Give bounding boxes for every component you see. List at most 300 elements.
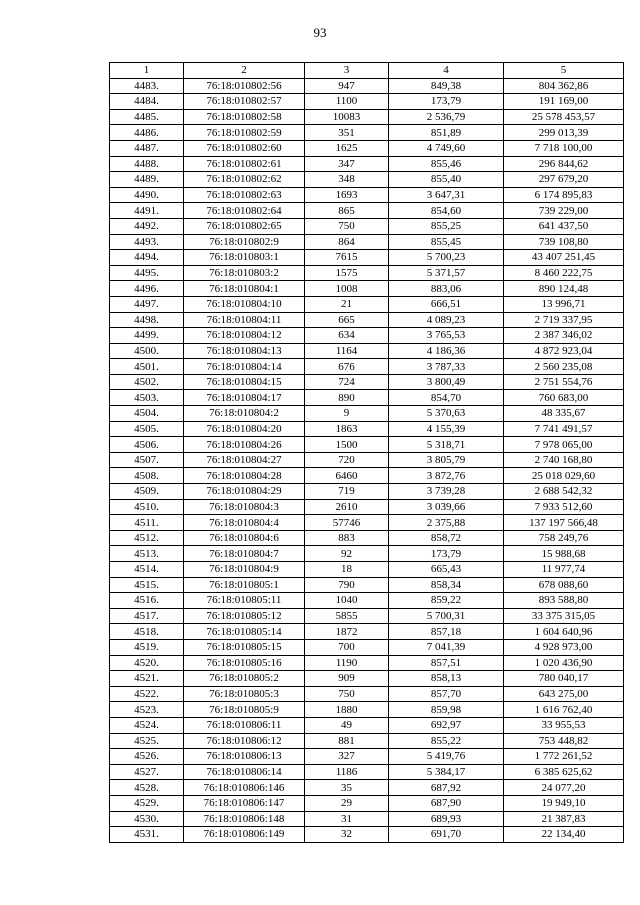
value-cell: 296 844,62 xyxy=(504,156,624,172)
value-cell: 804 362,86 xyxy=(504,78,624,94)
row-number-cell: 4506. xyxy=(110,437,184,453)
rate-cell: 849,38 xyxy=(389,78,504,94)
cadastral-number-cell: 76:18:010804:29 xyxy=(184,484,305,500)
table-row xyxy=(110,671,624,687)
table-row xyxy=(110,764,624,780)
area-cell: 1500 xyxy=(305,437,389,453)
value-cell: 24 077,20 xyxy=(504,780,624,796)
data-table xyxy=(109,62,624,843)
value-cell: 760 683,00 xyxy=(504,390,624,406)
rate-cell: 857,18 xyxy=(389,624,504,640)
area-cell: 10083 xyxy=(305,109,389,125)
rate-cell: 5 419,76 xyxy=(389,749,504,765)
value-cell: 4 928 973,00 xyxy=(504,639,624,655)
rate-cell: 3 765,53 xyxy=(389,328,504,344)
row-number-cell: 4504. xyxy=(110,406,184,422)
row-number-cell: 4529. xyxy=(110,795,184,811)
cadastral-number-cell: 76:18:010804:20 xyxy=(184,421,305,437)
row-number-cell: 4531. xyxy=(110,827,184,843)
rate-cell: 687,90 xyxy=(389,795,504,811)
table-row xyxy=(110,265,624,281)
area-cell: 750 xyxy=(305,686,389,702)
rate-cell: 854,70 xyxy=(389,390,504,406)
column-header-3: 3 xyxy=(305,63,389,79)
row-number-cell: 4526. xyxy=(110,749,184,765)
rate-cell: 858,34 xyxy=(389,577,504,593)
value-cell: 641 437,50 xyxy=(504,218,624,234)
area-cell: 1693 xyxy=(305,187,389,203)
row-number-cell: 4518. xyxy=(110,624,184,640)
table-row xyxy=(110,733,624,749)
value-cell: 1 616 762,40 xyxy=(504,702,624,718)
area-cell: 864 xyxy=(305,234,389,250)
cadastral-number-cell: 76:18:010802:65 xyxy=(184,218,305,234)
table-row xyxy=(110,546,624,562)
cadastral-number-cell: 76:18:010804:10 xyxy=(184,296,305,312)
row-number-cell: 4498. xyxy=(110,312,184,328)
value-cell: 297 679,20 xyxy=(504,172,624,188)
area-cell: 1186 xyxy=(305,764,389,780)
area-cell: 29 xyxy=(305,795,389,811)
row-number-cell: 4511. xyxy=(110,515,184,531)
value-cell: 1 604 640,96 xyxy=(504,624,624,640)
row-number-cell: 4485. xyxy=(110,109,184,125)
value-cell: 2 688 542,32 xyxy=(504,484,624,500)
rate-cell: 4 155,39 xyxy=(389,421,504,437)
table-row xyxy=(110,437,624,453)
value-cell: 780 040,17 xyxy=(504,671,624,687)
cadastral-number-cell: 76:18:010804:4 xyxy=(184,515,305,531)
value-cell: 2 740 168,80 xyxy=(504,452,624,468)
value-cell: 2 387 346,02 xyxy=(504,328,624,344)
row-number-cell: 4489. xyxy=(110,172,184,188)
table-row xyxy=(110,281,624,297)
value-cell: 33 375 315,05 xyxy=(504,608,624,624)
row-number-cell: 4524. xyxy=(110,717,184,733)
row-number-cell: 4515. xyxy=(110,577,184,593)
table-row xyxy=(110,156,624,172)
table-row xyxy=(110,608,624,624)
area-cell: 890 xyxy=(305,390,389,406)
row-number-cell: 4484. xyxy=(110,94,184,110)
cadastral-number-cell: 76:18:010806:146 xyxy=(184,780,305,796)
value-cell: 739 229,00 xyxy=(504,203,624,219)
row-number-cell: 4494. xyxy=(110,250,184,266)
area-cell: 1008 xyxy=(305,281,389,297)
value-cell: 7 718 100,00 xyxy=(504,140,624,156)
area-cell: 665 xyxy=(305,312,389,328)
cadastral-number-cell: 76:18:010802:60 xyxy=(184,140,305,156)
cadastral-number-cell: 76:18:010802:59 xyxy=(184,125,305,141)
table-row xyxy=(110,203,624,219)
area-cell: 57746 xyxy=(305,515,389,531)
cadastral-number-cell: 76:18:010805:1 xyxy=(184,577,305,593)
value-cell: 643 275,00 xyxy=(504,686,624,702)
rate-cell: 854,60 xyxy=(389,203,504,219)
area-cell: 1575 xyxy=(305,265,389,281)
table-body xyxy=(110,78,624,842)
rate-cell: 689,93 xyxy=(389,811,504,827)
rate-cell: 173,79 xyxy=(389,546,504,562)
value-cell: 893 588,80 xyxy=(504,593,624,609)
cadastral-number-cell: 76:18:010805:15 xyxy=(184,639,305,655)
value-cell: 43 407 251,45 xyxy=(504,250,624,266)
area-cell: 881 xyxy=(305,733,389,749)
table-row xyxy=(110,296,624,312)
row-number-cell: 4530. xyxy=(110,811,184,827)
cadastral-number-cell: 76:18:010802:62 xyxy=(184,172,305,188)
table-row xyxy=(110,343,624,359)
area-cell: 31 xyxy=(305,811,389,827)
row-number-cell: 4512. xyxy=(110,530,184,546)
row-number-cell: 4522. xyxy=(110,686,184,702)
rate-cell: 5 384,17 xyxy=(389,764,504,780)
row-number-cell: 4510. xyxy=(110,499,184,515)
rate-cell: 855,22 xyxy=(389,733,504,749)
cadastral-number-cell: 76:18:010803:2 xyxy=(184,265,305,281)
area-cell: 790 xyxy=(305,577,389,593)
row-number-cell: 4517. xyxy=(110,608,184,624)
row-number-cell: 4492. xyxy=(110,218,184,234)
cadastral-number-cell: 76:18:010805:16 xyxy=(184,655,305,671)
rate-cell: 687,92 xyxy=(389,780,504,796)
table-row xyxy=(110,702,624,718)
area-cell: 947 xyxy=(305,78,389,94)
table-row xyxy=(110,515,624,531)
value-cell: 22 134,40 xyxy=(504,827,624,843)
table-row xyxy=(110,140,624,156)
rate-cell: 173,79 xyxy=(389,94,504,110)
cadastral-number-cell: 76:18:010804:14 xyxy=(184,359,305,375)
area-cell: 1100 xyxy=(305,94,389,110)
rate-cell: 3 739,28 xyxy=(389,484,504,500)
value-cell: 19 949,10 xyxy=(504,795,624,811)
value-cell: 2 751 554,76 xyxy=(504,374,624,390)
table-row xyxy=(110,109,624,125)
rate-cell: 855,25 xyxy=(389,218,504,234)
rate-cell: 855,45 xyxy=(389,234,504,250)
table-row xyxy=(110,795,624,811)
area-cell: 348 xyxy=(305,172,389,188)
rate-cell: 4 089,23 xyxy=(389,312,504,328)
area-cell: 21 xyxy=(305,296,389,312)
column-header-1: 1 xyxy=(110,63,184,79)
area-cell: 1872 xyxy=(305,624,389,640)
value-cell: 739 108,80 xyxy=(504,234,624,250)
cadastral-number-cell: 76:18:010804:28 xyxy=(184,468,305,484)
cadastral-number-cell: 76:18:010802:63 xyxy=(184,187,305,203)
area-cell: 5855 xyxy=(305,608,389,624)
rate-cell: 5 370,63 xyxy=(389,406,504,422)
rate-cell: 883,06 xyxy=(389,281,504,297)
cadastral-number-cell: 76:18:010802:58 xyxy=(184,109,305,125)
table-row xyxy=(110,624,624,640)
cadastral-number-cell: 76:18:010804:1 xyxy=(184,281,305,297)
area-cell: 347 xyxy=(305,156,389,172)
value-cell: 25 018 029,60 xyxy=(504,468,624,484)
rate-cell: 855,46 xyxy=(389,156,504,172)
row-number-cell: 4486. xyxy=(110,125,184,141)
value-cell: 758 249,76 xyxy=(504,530,624,546)
cadastral-number-cell: 76:18:010804:11 xyxy=(184,312,305,328)
area-cell: 1164 xyxy=(305,343,389,359)
value-cell: 33 955,53 xyxy=(504,717,624,733)
area-cell: 719 xyxy=(305,484,389,500)
area-cell: 676 xyxy=(305,359,389,375)
value-cell: 15 988,68 xyxy=(504,546,624,562)
cadastral-number-cell: 76:18:010802:61 xyxy=(184,156,305,172)
rate-cell: 2 536,79 xyxy=(389,109,504,125)
area-cell: 351 xyxy=(305,125,389,141)
area-cell: 6460 xyxy=(305,468,389,484)
value-cell: 6 385 625,62 xyxy=(504,764,624,780)
table-row xyxy=(110,187,624,203)
rate-cell: 692,97 xyxy=(389,717,504,733)
cadastral-number-cell: 76:18:010805:14 xyxy=(184,624,305,640)
column-header-2: 2 xyxy=(184,63,305,79)
page-number: 93 xyxy=(313,25,327,40)
value-cell: 137 197 566,48 xyxy=(504,515,624,531)
value-cell: 753 448,82 xyxy=(504,733,624,749)
cadastral-number-cell: 76:18:010805:12 xyxy=(184,608,305,624)
value-cell: 4 872 923,04 xyxy=(504,343,624,359)
row-number-cell: 4491. xyxy=(110,203,184,219)
row-number-cell: 4520. xyxy=(110,655,184,671)
row-number-cell: 4525. xyxy=(110,733,184,749)
area-cell: 1625 xyxy=(305,140,389,156)
row-number-cell: 4483. xyxy=(110,78,184,94)
row-number-cell: 4514. xyxy=(110,562,184,578)
rate-cell: 859,22 xyxy=(389,593,504,609)
cadastral-number-cell: 76:18:010804:17 xyxy=(184,390,305,406)
rate-cell: 851,89 xyxy=(389,125,504,141)
value-cell: 7 978 065,00 xyxy=(504,437,624,453)
table-header-row xyxy=(110,63,624,79)
row-number-cell: 4516. xyxy=(110,593,184,609)
value-cell: 678 088,60 xyxy=(504,577,624,593)
area-cell: 49 xyxy=(305,717,389,733)
table-row xyxy=(110,749,624,765)
table-row xyxy=(110,328,624,344)
table-row xyxy=(110,406,624,422)
row-number-cell: 4502. xyxy=(110,374,184,390)
table-row xyxy=(110,359,624,375)
area-cell: 700 xyxy=(305,639,389,655)
table-row xyxy=(110,468,624,484)
cadastral-number-cell: 76:18:010802:56 xyxy=(184,78,305,94)
rate-cell: 3 805,79 xyxy=(389,452,504,468)
cadastral-number-cell: 76:18:010804:12 xyxy=(184,328,305,344)
cadastral-number-cell: 76:18:010804:7 xyxy=(184,546,305,562)
rate-cell: 859,98 xyxy=(389,702,504,718)
table-row xyxy=(110,390,624,406)
rate-cell: 3 800,49 xyxy=(389,374,504,390)
area-cell: 750 xyxy=(305,218,389,234)
rate-cell: 855,40 xyxy=(389,172,504,188)
value-cell: 8 460 222,75 xyxy=(504,265,624,281)
table-row xyxy=(110,639,624,655)
table-row xyxy=(110,686,624,702)
table-row xyxy=(110,562,624,578)
cadastral-number-cell: 76:18:010806:147 xyxy=(184,795,305,811)
row-number-cell: 4497. xyxy=(110,296,184,312)
cadastral-number-cell: 76:18:010806:13 xyxy=(184,749,305,765)
value-cell: 299 013,39 xyxy=(504,125,624,141)
row-number-cell: 4493. xyxy=(110,234,184,250)
value-cell: 1 020 436,90 xyxy=(504,655,624,671)
row-number-cell: 4496. xyxy=(110,281,184,297)
area-cell: 909 xyxy=(305,671,389,687)
area-cell: 35 xyxy=(305,780,389,796)
table-row xyxy=(110,484,624,500)
area-cell: 18 xyxy=(305,562,389,578)
table-row xyxy=(110,717,624,733)
row-number-cell: 4490. xyxy=(110,187,184,203)
cadastral-number-cell: 76:18:010804:2 xyxy=(184,406,305,422)
area-cell: 634 xyxy=(305,328,389,344)
rate-cell: 858,13 xyxy=(389,671,504,687)
value-cell: 7 933 512,60 xyxy=(504,499,624,515)
cadastral-number-cell: 76:18:010804:27 xyxy=(184,452,305,468)
value-cell: 6 174 895,83 xyxy=(504,187,624,203)
value-cell: 191 169,00 xyxy=(504,94,624,110)
rate-cell: 3 039,66 xyxy=(389,499,504,515)
table-row xyxy=(110,374,624,390)
cadastral-number-cell: 76:18:010805:9 xyxy=(184,702,305,718)
rate-cell: 4 749,60 xyxy=(389,140,504,156)
rate-cell: 7 041,39 xyxy=(389,639,504,655)
cadastral-number-cell: 76:18:010805:2 xyxy=(184,671,305,687)
row-number-cell: 4528. xyxy=(110,780,184,796)
cadastral-number-cell: 76:18:010806:14 xyxy=(184,764,305,780)
row-number-cell: 4487. xyxy=(110,140,184,156)
row-number-cell: 4501. xyxy=(110,359,184,375)
rate-cell: 3 647,31 xyxy=(389,187,504,203)
rate-cell: 3 872,76 xyxy=(389,468,504,484)
rate-cell: 4 186,36 xyxy=(389,343,504,359)
cadastral-number-cell: 76:18:010802:57 xyxy=(184,94,305,110)
area-cell: 1880 xyxy=(305,702,389,718)
rate-cell: 858,72 xyxy=(389,530,504,546)
rate-cell: 5 318,71 xyxy=(389,437,504,453)
table-row xyxy=(110,421,624,437)
cadastral-number-cell: 76:18:010805:11 xyxy=(184,593,305,609)
cadastral-number-cell: 76:18:010806:12 xyxy=(184,733,305,749)
cadastral-number-cell: 76:18:010804:15 xyxy=(184,374,305,390)
row-number-cell: 4527. xyxy=(110,764,184,780)
area-cell: 1040 xyxy=(305,593,389,609)
value-cell: 7 741 491,57 xyxy=(504,421,624,437)
table-row xyxy=(110,250,624,266)
cadastral-number-cell: 76:18:010804:3 xyxy=(184,499,305,515)
area-cell: 720 xyxy=(305,452,389,468)
area-cell: 9 xyxy=(305,406,389,422)
cadastral-number-cell: 76:18:010804:6 xyxy=(184,530,305,546)
column-header-5: 5 xyxy=(504,63,624,79)
row-number-cell: 4508. xyxy=(110,468,184,484)
area-cell: 32 xyxy=(305,827,389,843)
row-number-cell: 4499. xyxy=(110,328,184,344)
value-cell: 1 772 261,52 xyxy=(504,749,624,765)
table-row xyxy=(110,125,624,141)
row-number-cell: 4500. xyxy=(110,343,184,359)
table-row xyxy=(110,577,624,593)
table-row xyxy=(110,780,624,796)
table-row xyxy=(110,452,624,468)
table-row xyxy=(110,172,624,188)
area-cell: 724 xyxy=(305,374,389,390)
area-cell: 2610 xyxy=(305,499,389,515)
cadastral-number-cell: 76:18:010806:11 xyxy=(184,717,305,733)
value-cell: 2 560 235,08 xyxy=(504,359,624,375)
cadastral-number-cell: 76:18:010806:148 xyxy=(184,811,305,827)
table-row xyxy=(110,234,624,250)
cadastral-number-cell: 76:18:010804:26 xyxy=(184,437,305,453)
table-row xyxy=(110,655,624,671)
area-cell: 327 xyxy=(305,749,389,765)
area-cell: 883 xyxy=(305,530,389,546)
cadastral-number-cell: 76:18:010806:149 xyxy=(184,827,305,843)
row-number-cell: 4519. xyxy=(110,639,184,655)
table-row xyxy=(110,78,624,94)
rate-cell: 5 371,57 xyxy=(389,265,504,281)
table-row xyxy=(110,827,624,843)
cadastral-number-cell: 76:18:010804:9 xyxy=(184,562,305,578)
cadastral-number-cell: 76:18:010805:3 xyxy=(184,686,305,702)
row-number-cell: 4495. xyxy=(110,265,184,281)
rate-cell: 691,70 xyxy=(389,827,504,843)
value-cell: 890 124,48 xyxy=(504,281,624,297)
area-cell: 865 xyxy=(305,203,389,219)
value-cell: 25 578 453,57 xyxy=(504,109,624,125)
cadastral-number-cell: 76:18:010802:9 xyxy=(184,234,305,250)
rate-cell: 857,70 xyxy=(389,686,504,702)
rate-cell: 5 700,31 xyxy=(389,608,504,624)
value-cell: 2 719 337,95 xyxy=(504,312,624,328)
table-row xyxy=(110,530,624,546)
table-row xyxy=(110,218,624,234)
table-row xyxy=(110,499,624,515)
cadastral-number-cell: 76:18:010802:64 xyxy=(184,203,305,219)
rate-cell: 5 700,23 xyxy=(389,250,504,266)
table-row xyxy=(110,94,624,110)
row-number-cell: 4503. xyxy=(110,390,184,406)
cadastral-number-cell: 76:18:010803:1 xyxy=(184,250,305,266)
area-cell: 7615 xyxy=(305,250,389,266)
rate-cell: 666,51 xyxy=(389,296,504,312)
value-cell: 21 387,83 xyxy=(504,811,624,827)
value-cell: 11 977,74 xyxy=(504,562,624,578)
area-cell: 1863 xyxy=(305,421,389,437)
table-row xyxy=(110,312,624,328)
area-cell: 1190 xyxy=(305,655,389,671)
area-cell: 92 xyxy=(305,546,389,562)
row-number-cell: 4521. xyxy=(110,671,184,687)
row-number-cell: 4523. xyxy=(110,702,184,718)
value-cell: 13 996,71 xyxy=(504,296,624,312)
rate-cell: 2 375,88 xyxy=(389,515,504,531)
cadastral-number-cell: 76:18:010804:13 xyxy=(184,343,305,359)
rate-cell: 857,51 xyxy=(389,655,504,671)
column-header-4: 4 xyxy=(389,63,504,79)
table-row xyxy=(110,811,624,827)
row-number-cell: 4507. xyxy=(110,452,184,468)
rate-cell: 665,43 xyxy=(389,562,504,578)
row-number-cell: 4505. xyxy=(110,421,184,437)
value-cell: 48 335,67 xyxy=(504,406,624,422)
row-number-cell: 4513. xyxy=(110,546,184,562)
rate-cell: 3 787,33 xyxy=(389,359,504,375)
